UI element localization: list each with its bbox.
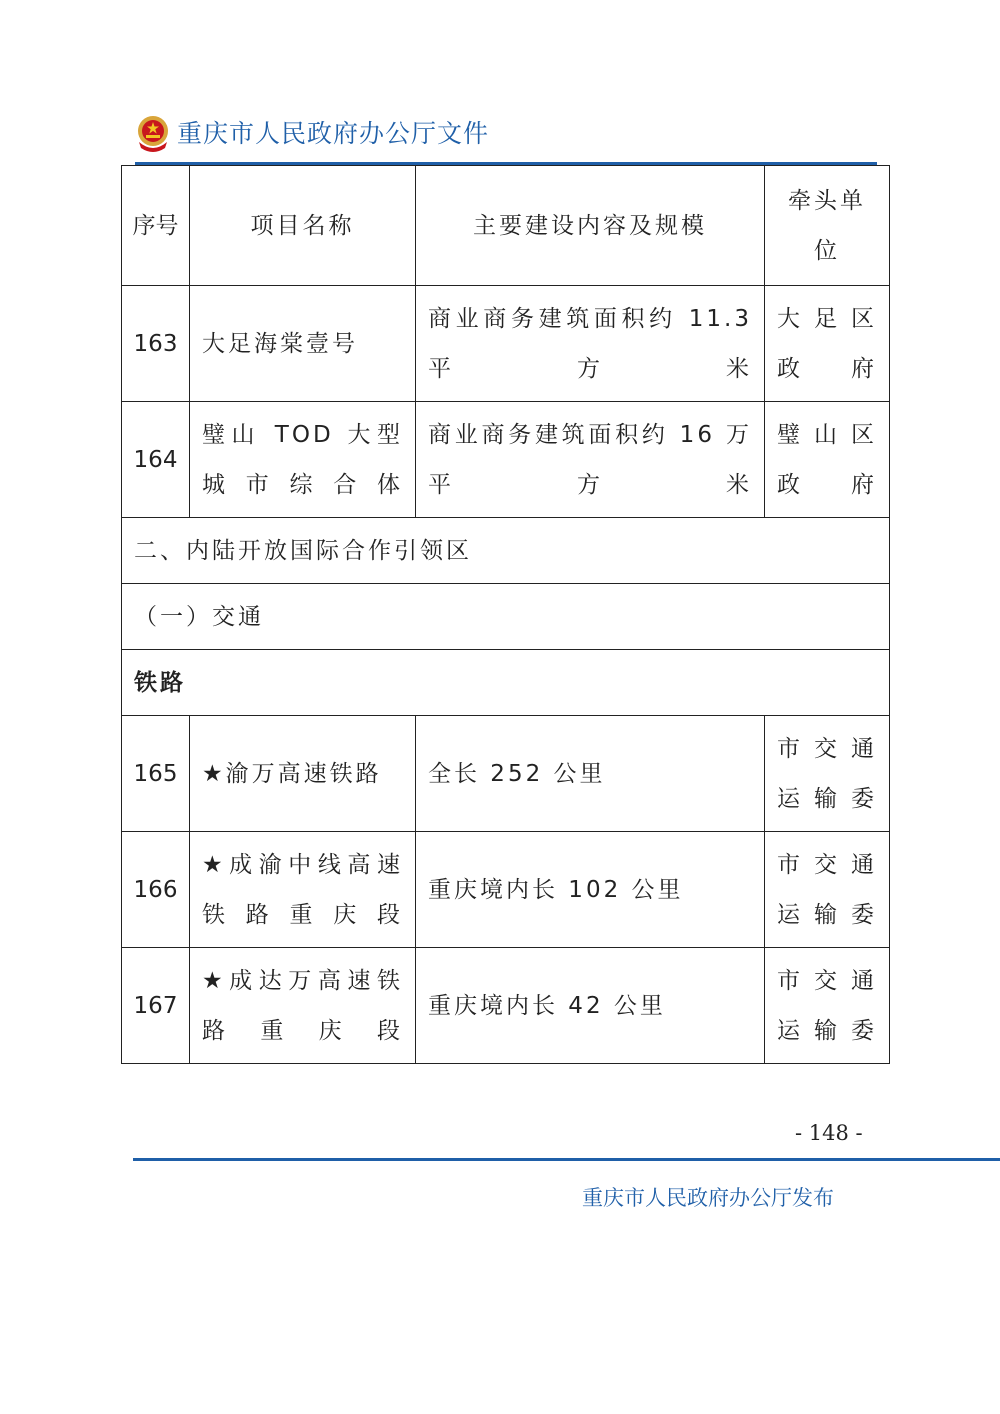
footer-rule bbox=[133, 1158, 1000, 1161]
project-name: ★渝万高速铁路 bbox=[190, 716, 416, 832]
table-row bbox=[122, 286, 890, 402]
lead-unit: 市交通运输委 bbox=[765, 832, 890, 948]
page-number: - 148 - bbox=[795, 1121, 863, 1145]
section-title: 二、内陆开放国际合作引领区 bbox=[122, 518, 890, 584]
row-number: 163 bbox=[122, 286, 190, 402]
column-header-content: 主要建设内容及规模 bbox=[416, 166, 765, 286]
section-row bbox=[122, 518, 890, 584]
row-number: 167 bbox=[122, 948, 190, 1064]
project-name: 璧山 TOD 大型城市综合体 bbox=[190, 402, 416, 518]
category-row bbox=[122, 650, 890, 716]
lead-unit: 市交通运输委 bbox=[765, 716, 890, 832]
row-number: 165 bbox=[122, 716, 190, 832]
project-content: 商业商务建筑面积约 11.3 平方米 bbox=[416, 286, 765, 402]
header-title: 重庆市人民政府办公厅文件 bbox=[177, 119, 490, 148]
project-content: 重庆境内长 102 公里 bbox=[416, 832, 765, 948]
column-header-unit: 牵头单位 bbox=[765, 166, 890, 286]
table-row bbox=[122, 716, 890, 832]
national-emblem-icon bbox=[135, 114, 171, 154]
project-table bbox=[121, 165, 890, 1064]
table-row bbox=[122, 402, 890, 518]
column-header-number: 序号 bbox=[122, 166, 190, 286]
project-content: 全长 252 公里 bbox=[416, 716, 765, 832]
row-number: 166 bbox=[122, 832, 190, 948]
project-content: 重庆境内长 42 公里 bbox=[416, 948, 765, 1064]
footer-publisher: 重庆市人民政府办公厅发布 bbox=[582, 1186, 834, 1210]
project-name: ★成渝中线高速铁路重庆段 bbox=[190, 832, 416, 948]
subsection-title: （一）交通 bbox=[122, 584, 890, 650]
project-name: ★成达万高速铁路重庆段 bbox=[190, 948, 416, 1064]
project-content: 商业商务建筑面积约 16 万平方米 bbox=[416, 402, 765, 518]
lead-unit: 市交通运输委 bbox=[765, 948, 890, 1064]
table-header-row bbox=[122, 166, 890, 286]
lead-unit: 大足区政府 bbox=[765, 286, 890, 402]
table-row bbox=[122, 832, 890, 948]
lead-unit: 璧山区政府 bbox=[765, 402, 890, 518]
project-name: 大足海棠壹号 bbox=[190, 286, 416, 402]
row-number: 164 bbox=[122, 402, 190, 518]
category-title: 铁路 bbox=[122, 650, 890, 716]
table-row bbox=[122, 948, 890, 1064]
column-header-name: 项目名称 bbox=[190, 166, 416, 286]
subsection-row bbox=[122, 584, 890, 650]
document-header bbox=[135, 110, 880, 166]
